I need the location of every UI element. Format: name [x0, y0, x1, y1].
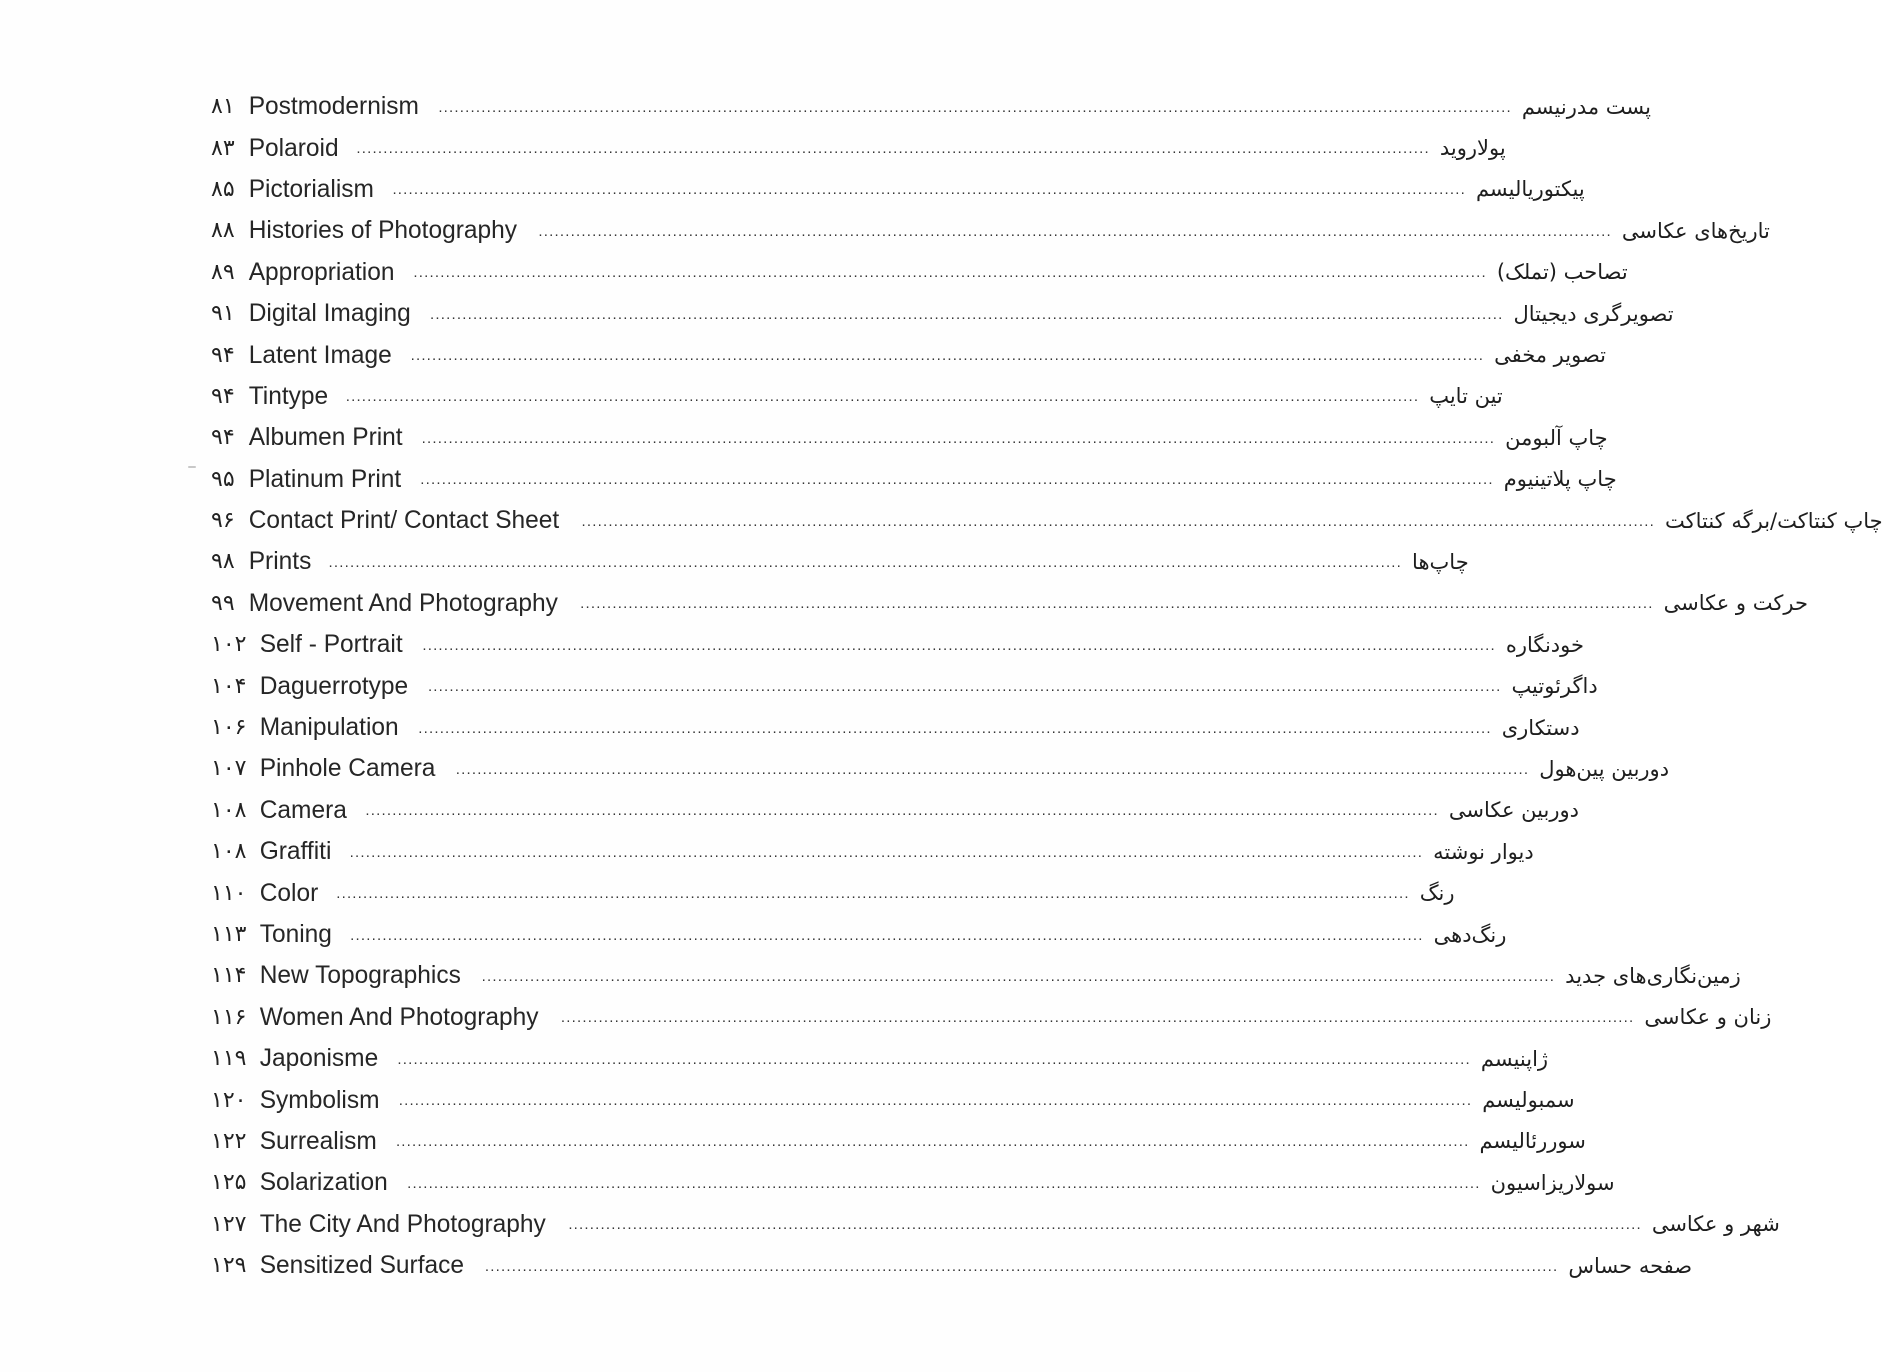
persian-title: ژاپنیسم: [1480, 1046, 1549, 1071]
persian-title: سمبولیسم: [1482, 1088, 1575, 1113]
dot-leader: ........................................................................................................................................................................................................: [418, 719, 1492, 737]
dot-leader: ........................................................................................................................................................................................................: [345, 388, 1420, 406]
persian-title: رنگ‌دهی: [1433, 922, 1507, 947]
dot-leader: ........................................................................................................................................................................................................: [336, 885, 1410, 903]
page-number: ۹۵: [211, 466, 235, 492]
toc-entry: [205, 1079, 1575, 1120]
dot-leader: ........................................................................................................................................................................................................: [349, 843, 1424, 861]
page-number: ۱۰۲: [211, 632, 247, 658]
english-title: Latent Image: [248, 340, 392, 369]
page-number: ۹۸: [211, 549, 235, 575]
persian-title: داگرئوتیپ: [1511, 674, 1598, 699]
dot-leader: ........................................................................................................................................................................................................: [398, 1092, 1473, 1110]
toc-entry: [205, 997, 1772, 1038]
page-number: ۸۸: [211, 218, 235, 244]
english-title: Contact Print/ Contact Sheet: [248, 506, 559, 535]
persian-title: تاریخ‌های عکاسی: [1621, 218, 1770, 243]
persian-title: صفحه حساس: [1568, 1253, 1693, 1278]
persian-title: پست مدرنیسم: [1521, 94, 1651, 119]
toc-entry: [205, 252, 1628, 293]
toc-entry: [205, 872, 1455, 913]
toc-entry: [205, 624, 1584, 665]
page-number: ۱۲۲: [211, 1128, 247, 1154]
page-number: ۱۲۷: [211, 1211, 247, 1237]
dot-leader: ........................................................................................................................................................................................................: [420, 471, 1494, 489]
persian-title: دستکاری: [1501, 715, 1580, 740]
toc-entry: [205, 417, 1608, 458]
page-number: ۸۳: [211, 135, 235, 161]
english-title: New Topographics: [260, 961, 462, 990]
toc-entry: [205, 1245, 1693, 1286]
toc-entry: [205, 500, 1883, 541]
toc-entry: [205, 1204, 1780, 1245]
english-title: The City And Photography: [260, 1209, 547, 1238]
dot-leader: ........................................................................................................................................................................................................: [328, 553, 1403, 571]
toc-entry: [205, 748, 1670, 789]
toc-entry: [205, 914, 1507, 955]
persian-title: سولاریزاسیون: [1490, 1170, 1615, 1195]
page-number: ۱۱۶: [211, 1004, 247, 1030]
page-number: ۸۵: [211, 176, 235, 202]
toc-entry: [205, 293, 1674, 334]
english-title: Albumen Print: [248, 423, 403, 452]
dot-leader: ........................................................................................................................................................................................................: [427, 678, 1502, 696]
english-title: Surrealism: [260, 1126, 378, 1155]
page-number: ۱۰۶: [211, 715, 247, 741]
dot-leader: ........................................................................................................................................................................................................: [413, 264, 1487, 282]
page-number: ۹۹: [211, 590, 235, 616]
page-number: ۱۰۴: [211, 673, 247, 699]
page-number: ۱۰۸: [211, 797, 247, 823]
toc-entry: [205, 831, 1534, 872]
dot-leader: ........................................................................................................................................................................................................: [481, 967, 1556, 985]
toc-entry: [205, 790, 1579, 831]
dot-leader: ........................................................................................................................................................................................................: [430, 305, 1504, 323]
page-number: ۱۱۴: [211, 963, 247, 989]
toc-entry: [205, 707, 1580, 748]
page-number: ۹۶: [211, 508, 235, 534]
english-title: Movement And Photography: [248, 588, 558, 617]
toc-entry: [205, 169, 1585, 210]
page-number: ۱۰۸: [211, 839, 247, 865]
page-number: ۹۴: [211, 383, 235, 409]
page-number: ۹۴: [211, 425, 235, 451]
page-number: ۸۹: [211, 259, 235, 285]
persian-title: تصاحب (تملک): [1496, 260, 1628, 285]
toc-entry: [205, 376, 1503, 417]
persian-title: شهر و عکاسی: [1651, 1212, 1780, 1237]
toc-entry: [205, 541, 1469, 582]
english-title: Tintype: [248, 381, 328, 410]
english-title: Daguerrotype: [260, 671, 409, 700]
toc-entry: [205, 665, 1598, 706]
table-of-contents: [205, 86, 1883, 1286]
page-number: ۸۱: [211, 94, 235, 120]
page-number: ۹۴: [211, 342, 235, 368]
english-title: Color: [260, 878, 319, 907]
toc-entry: [205, 955, 1741, 996]
page-number: ۱۲۹: [211, 1253, 247, 1279]
dot-leader: ........................................................................................................................................................................................................: [438, 98, 1512, 116]
persian-title: حرکت و عکاسی: [1663, 591, 1808, 616]
page-number: ۱۰۷: [211, 756, 247, 782]
english-title: Polaroid: [248, 133, 339, 162]
english-title: Toning: [260, 920, 333, 948]
dot-leader: ........................................................................................................................................................................................................: [422, 636, 1496, 654]
dot-leader: ........................................................................................................................................................................................................: [538, 222, 1612, 240]
page-number: ۱۱۹: [211, 1046, 247, 1072]
dot-leader: ........................................................................................................................................................................................................: [484, 1257, 1559, 1275]
scan-speck: [188, 466, 196, 468]
toc-entry: [205, 127, 1506, 168]
dot-leader: ........................................................................................................................................................................................................: [365, 802, 1439, 820]
dot-leader: ........................................................................................................................................................................................................: [395, 1133, 1470, 1151]
english-title: Solarization: [260, 1168, 389, 1197]
persian-title: سوررئالیسم: [1479, 1129, 1586, 1154]
english-title: Graffiti: [260, 837, 332, 866]
toc-entry: [205, 583, 1808, 624]
persian-title: زنان و عکاسی: [1644, 1005, 1772, 1030]
english-title: Digital Imaging: [248, 299, 411, 328]
dot-leader: ........................................................................................................................................................................................................: [560, 1009, 1635, 1027]
dot-leader: ........................................................................................................................................................................................................: [397, 1050, 1471, 1068]
dot-leader: ........................................................................................................................................................................................................: [350, 926, 1424, 944]
dot-leader: ........................................................................................................................................................................................................: [421, 429, 1496, 447]
persian-title: چاپ کنتاکت/برگه کنتاکت: [1664, 508, 1883, 533]
page-number: ۱۱۳: [211, 922, 247, 947]
dot-leader: ........................................................................................................................................................................................................: [580, 595, 1654, 613]
dot-leader: ........................................................................................................................................................................................................: [581, 512, 1655, 530]
dot-leader: ........................................................................................................................................................................................................: [392, 181, 1466, 199]
dot-leader: ........................................................................................................................................................................................................: [410, 347, 1485, 365]
toc-entry: [205, 334, 1607, 375]
english-title: Self - Portrait: [260, 630, 404, 659]
persian-title: دوربین پین‌هول: [1539, 756, 1670, 781]
page-number: ۱۲۵: [211, 1170, 247, 1196]
english-title: Pictorialism: [248, 174, 374, 203]
persian-title: تین تایپ: [1429, 384, 1503, 409]
english-title: Prints: [248, 547, 311, 576]
english-title: Appropriation: [248, 257, 395, 286]
dot-leader: ........................................................................................................................................................................................................: [455, 760, 1530, 778]
toc-entry: [205, 1121, 1586, 1162]
english-title: Japonisme: [260, 1044, 379, 1073]
dot-leader: ........................................................................................................................................................................................................: [356, 140, 1430, 158]
persian-title: چاپ‌ها: [1412, 549, 1469, 574]
english-title: Platinum Print: [248, 464, 401, 493]
toc-entry: [205, 210, 1770, 251]
dot-leader: ........................................................................................................................................................................................................: [407, 1174, 1481, 1192]
english-title: Postmodernism: [248, 92, 419, 121]
english-title: Pinhole Camera: [260, 754, 436, 783]
dot-leader: ........................................................................................................................................................................................................: [568, 1216, 1642, 1234]
toc-entry: [205, 459, 1617, 500]
english-title: Women And Photography: [260, 1002, 539, 1031]
page-number: ۱۱۰: [211, 880, 247, 906]
persian-title: پیکتوریالیسم: [1475, 177, 1585, 202]
english-title: Symbolism: [260, 1085, 380, 1114]
persian-title: خودنگاره: [1505, 632, 1584, 657]
toc-entry: [205, 86, 1651, 127]
persian-title: رنگ: [1419, 881, 1455, 906]
persian-title: دوربین عکاسی: [1448, 798, 1579, 823]
persian-title: تصویر مخفی: [1494, 343, 1607, 368]
english-title: Camera: [260, 795, 348, 824]
english-title: Sensitized Surface: [260, 1251, 465, 1280]
toc-entry: [205, 1038, 1549, 1079]
english-title: Manipulation: [260, 713, 400, 742]
persian-title: پولارويد: [1439, 136, 1506, 161]
persian-title: چاپ پلاتینیوم: [1503, 467, 1617, 492]
english-title: Histories of Photography: [248, 216, 517, 245]
persian-title: دیوار نوشته: [1433, 839, 1534, 864]
persian-title: چاپ آلبومن: [1505, 425, 1608, 450]
persian-title: تصویرگری دیجیتال: [1513, 301, 1674, 326]
toc-entry: [205, 1162, 1615, 1203]
persian-title: زمین‌نگاری‌های جدید: [1565, 963, 1741, 988]
page-number: ۱۲۰: [211, 1087, 247, 1113]
page-number: ۹۱: [211, 301, 235, 327]
